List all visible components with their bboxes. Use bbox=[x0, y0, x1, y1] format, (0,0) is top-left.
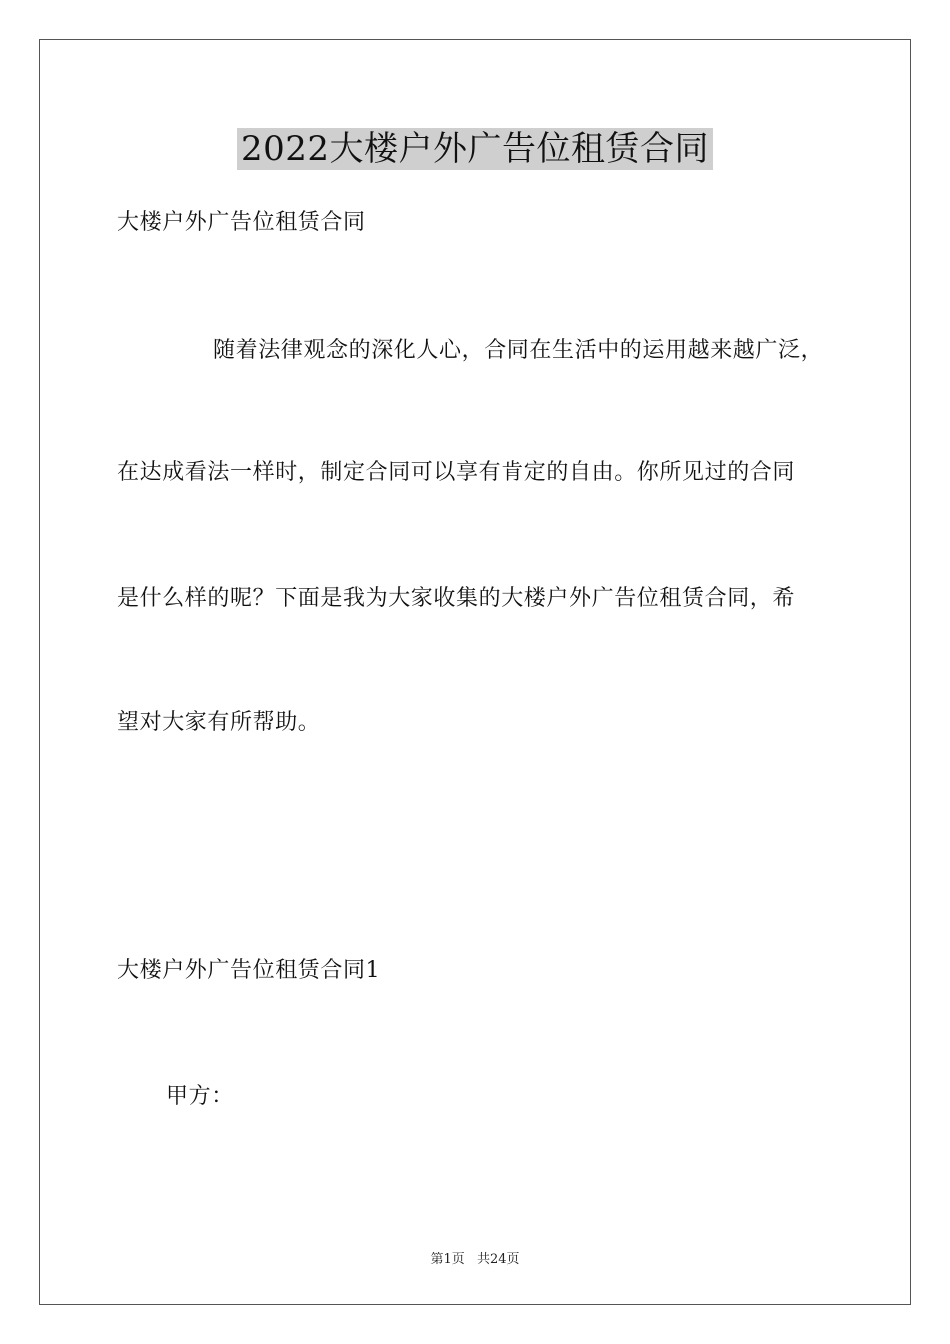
page-total: 共24页 bbox=[476, 1252, 520, 1267]
page-footer bbox=[0, 1248, 950, 1267]
title-container bbox=[0, 128, 950, 170]
document-subtitle: 大楼户外广告位租赁合同 bbox=[117, 210, 366, 235]
party-a-label: 甲方： bbox=[166, 1084, 234, 1109]
paragraph-line-2: 在达成看法一样时，制定合同可以享有肯定的自由。你所见过的合同 bbox=[117, 460, 796, 485]
section-heading: 大楼户外广告位租赁合同1 bbox=[117, 958, 381, 983]
paragraph-line-1: 随着法律观念的深化人心，合同在生活中的运用越来越广泛， bbox=[213, 338, 824, 363]
paragraph-line-4: 望对大家有所帮助。 bbox=[117, 710, 321, 735]
document-title: 2022大楼户外广告位租赁合同 bbox=[237, 128, 713, 170]
paragraph-line-3: 是什么样的呢？下面是我为大家收集的大楼户外广告位租赁合同，希 bbox=[117, 586, 796, 611]
page-number: 第1页 bbox=[430, 1252, 465, 1267]
